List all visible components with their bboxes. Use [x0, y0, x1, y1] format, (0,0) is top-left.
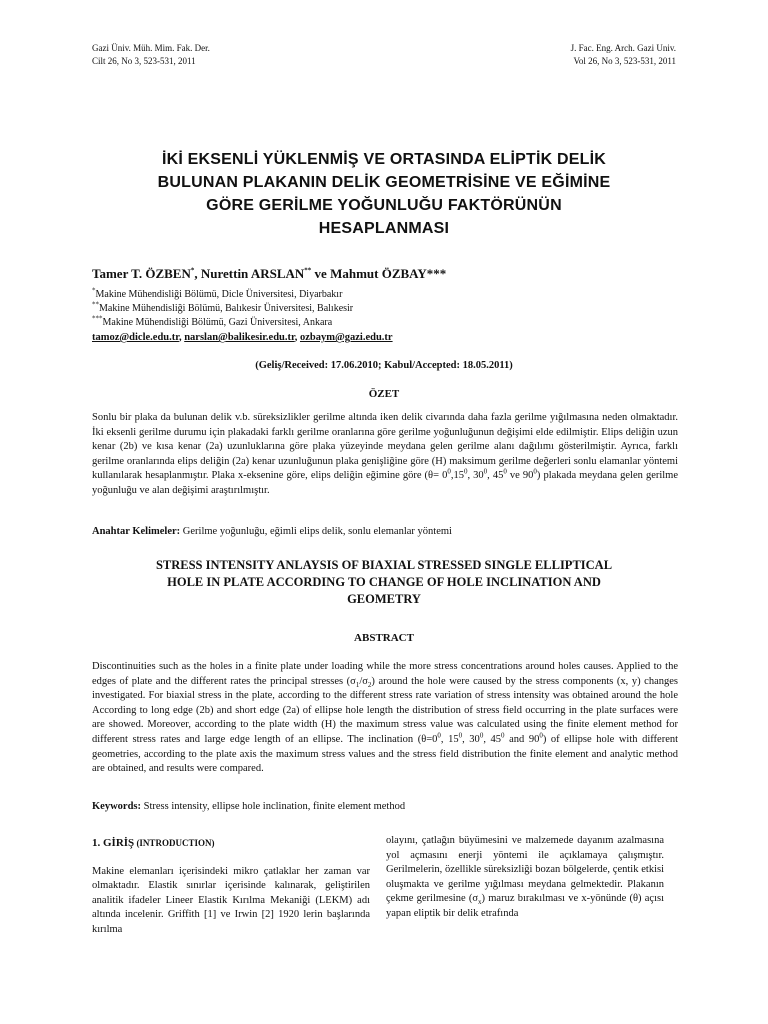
journal-header-left	[92, 42, 210, 68]
column-right	[386, 834, 664, 921]
volume-en: Vol 26, No 3, 523-531, 2011	[573, 56, 676, 66]
subscript: 1	[355, 680, 360, 689]
author-name: Nurettin ARSLAN	[200, 266, 305, 281]
degree-mark: 0	[479, 731, 484, 740]
author-name: Mahmut ÖZBAY***	[330, 266, 447, 281]
received-accepted-dates: (Geliş/Received: 17.06.2010; Kabul/Accepted: 18.05.2011)	[255, 360, 513, 371]
ozet-text-part: ,15	[450, 470, 464, 482]
title-en-line: STRESS INTENSITY ANLAYSIS OF BIAXIAL STRESSED SINGLE ELLIPTICAL	[155, 558, 613, 572]
keywords	[92, 801, 678, 812]
abstract-text-part: ) around the hole were caused by the stress components (x, y) changes investigated. For biaxial stress in the plate, according to the different stress rate variation of stress intensity was obtained around the hole According to long edge (2b) and short edge (2a) of ellipse hole length the distribution of stress field occurring in the plate surfaces were are showed. Moreover, according to the plate width (H) the maximum stress value was calculated using the finite element method for different stress rates and large edge length of an ellipse. The inclination (θ=0	[92, 675, 678, 745]
paper-title-english	[86, 557, 682, 608]
author-mark: **	[304, 266, 312, 275]
title-en-line: HOLE IN PLATE ACCORDING TO CHANGE OF HOLE INCLINATION AND	[167, 575, 601, 589]
email-link[interactable]: tamoz@dicle.edu.tr	[92, 332, 179, 343]
ozet-text-part: ) plakada meydana gelen gerilme yoğunluğu ve alan değişimi araştırılmıştır.	[92, 470, 679, 496]
author-list	[92, 266, 446, 282]
degree-mark: 0	[458, 731, 463, 740]
abstract-text-part: , 15	[440, 733, 459, 745]
degree-mark: 0	[539, 731, 543, 740]
degree-mark: 0	[533, 467, 537, 476]
abstract-heading: ABSTRACT	[354, 632, 414, 644]
abstract-text-part: , 45	[483, 733, 502, 745]
abstract-text-part: ) of ellipse hole with different geometries, according to the plate axis the maximum stress values and the stress field distribution the finite element and analytic method are obtained, and results were compared.	[92, 733, 679, 775]
ozet-heading: ÖZET	[368, 388, 400, 400]
abstract-text-part: , 30	[462, 733, 480, 745]
keywords-label: Keywords:	[92, 801, 141, 812]
affiliation-mark: *	[92, 286, 96, 295]
subscript: x	[478, 898, 482, 907]
email-link[interactable]: narslan@balikesir.edu.tr	[184, 332, 295, 343]
section-title: 1. GİRİŞ	[92, 837, 135, 849]
intro-text-right: ) maruz bırakılması ve x-yönünde (θ) açısı yapan eliptik bir delik etrafında	[386, 893, 664, 919]
author-separator: ,	[194, 266, 201, 281]
abstract-text	[92, 660, 678, 777]
column-left	[92, 836, 370, 937]
subscript: 2	[367, 680, 372, 689]
degree-mark: 0	[503, 467, 507, 476]
affiliation	[92, 288, 342, 301]
degree-mark: 0	[483, 467, 488, 476]
title-en-line: GEOMETRY	[347, 592, 421, 606]
journal-name-tr: Gazi Üniv. Müh. Mim. Fak. Der.	[92, 43, 210, 53]
degree-mark: 0	[447, 467, 451, 476]
journal-header-right	[571, 42, 676, 68]
abstract-text-part: /σ	[359, 675, 368, 687]
anahtar-kelimeler	[92, 526, 678, 537]
abstract-text-part: Discontinuities such as the holes in a finite plate under loading while the more stress concentrations around holes causes. Applied to the edges of plate and the different rates the principal stresses (σ	[92, 661, 678, 687]
degree-mark: 0	[463, 467, 468, 476]
author-mark: *	[190, 266, 195, 275]
author-separator: ve	[311, 266, 331, 281]
title-tr-line: GÖRE GERİLME YOĞUNLUĞU FAKTÖRÜNÜN	[206, 197, 562, 214]
ozet-text-part: , 30	[467, 470, 484, 482]
author-emails: tamoz@dicle.edu.tr, narslan@balikesir.edu.tr, ozbaym@gazi.edu.tr	[92, 332, 393, 343]
anahtar-label: Anahtar Kelimeler:	[92, 526, 181, 537]
degree-mark: 0	[501, 731, 505, 740]
intro-text-right: olayını, çatlağın büyümesini ve malzemede dayanım azalmasına yol açmasını enerji yöntemi ile açıklamaya çalışmıştır. Gerilmelerin, özellikle süreksizliği bozan bölgelerde, çentik etkisi oluşmakta ve gerilme yığılması meydana gelmektedir. Plakanın çekme gerilmesine (σ	[386, 835, 664, 904]
title-tr-line: BULUNAN PLAKANIN DELİK GEOMETRİSİNE VE EĞİMİNE	[157, 174, 611, 191]
email-link[interactable]: ozbaym@gazi.edu.tr	[299, 332, 393, 343]
anahtar-text: Gerilme yoğunluğu, eğimli elips delik, sonlu elemanlar yöntemi	[180, 526, 452, 537]
ozet-text-part: , 45	[487, 470, 504, 482]
journal-name-en: J. Fac. Eng. Arch. Gazi Univ.	[570, 43, 676, 53]
affiliation	[92, 302, 353, 315]
paper-title-turkish	[80, 148, 688, 240]
ozet-text-part: ve 90	[506, 470, 534, 482]
abstract-text-part: and 90	[504, 733, 540, 745]
ozet-text	[92, 411, 678, 499]
title-tr-line: İKİ EKSENLİ YÜKLENMİŞ VE ORTASINDA ELİPTİK DELİK	[161, 151, 606, 168]
degree-mark: 0	[437, 731, 441, 740]
section-title-en: (INTRODUCTION)	[134, 838, 215, 848]
author-name: Tamer T. ÖZBEN	[92, 266, 191, 281]
volume-tr: Cilt 26, No 3, 523-531, 2011	[92, 56, 196, 66]
keywords-text: Stress intensity, ellipse hole inclination, finite element method	[141, 801, 406, 812]
section-heading	[92, 836, 370, 851]
affiliation-text: Makine Mühendisliği Bölümü, Balıkesir Üniversitesi, Balıkesir	[99, 303, 354, 314]
affiliation-mark: **	[92, 300, 99, 309]
affiliation-text: Makine Mühendisliği Bölümü, Dicle Üniversitesi, Diyarbakır	[95, 289, 343, 300]
affiliation-text: Makine Mühendisliği Bölümü, Gazi Üniversitesi, Ankara	[102, 317, 333, 328]
affiliation-mark: ***	[92, 314, 103, 323]
ozet-text-part: Sonlu bir plaka da bulunan delik v.b. süreksizlikler gerilme altında iken delik civarında daha fazla gerilme yığılmasına neden olmaktadır. İki eksenli gerilme durumu için plakadaki farklı gerilme oranlarına göre gerilme yoğunluğunun değişimi elde edilmiştir. Elips deliğin uzun kenar (2b) ve kısa kenar (2a) uzunluklarına göre plaka yüzeyinde meydana gelen gerilme alanı dağılımı gösterilmiştir. Ayrıca, farklı gerilme oranlarında elips deliğin (2a) kenar uzunluğunun plaka genişliğine göre (H) maksimum gerilme değerleri sonlu elamanlar yöntemi kullanılarak hesaplanmıştır. Plaka x-eksenine göre, elips deliğin eğimine göre (θ= 0	[92, 412, 678, 482]
intro-text-left: Makine elemanları içerisindeki mikro çatlaklar her zaman var olmaktadır. Elastik sınırlar içerisinde kalınarak, geliştirilen analitik ifadeler Lineer Elastik Kırılma Mekaniği (LEKM) adı altında incelenir. Griffith [1] ve Irwin [2] 1920 lerin başlarında kırılma	[92, 865, 370, 935]
title-tr-line: HESAPLANMASI	[318, 220, 450, 237]
affiliation	[92, 316, 332, 329]
